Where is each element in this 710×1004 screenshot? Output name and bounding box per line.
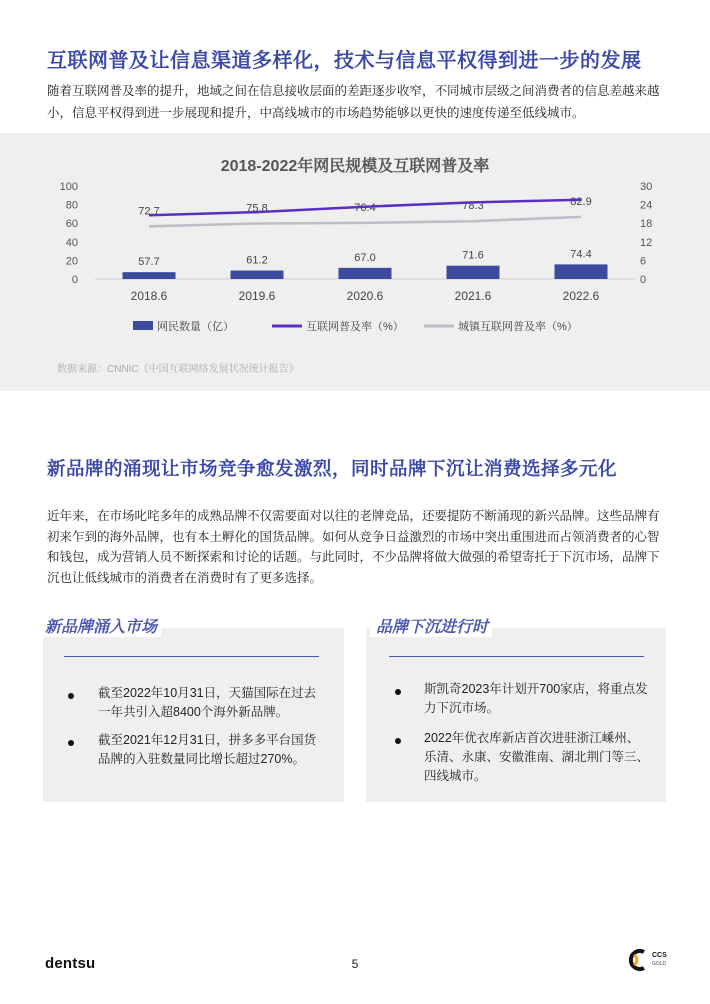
y-right-tick-label: 0 bbox=[640, 274, 647, 286]
card-new-brands bbox=[43, 619, 344, 802]
x-tick-label: 2018.6 bbox=[130, 289, 168, 303]
bar-value-label: 67.0 bbox=[354, 251, 376, 264]
y-left-tick-label: 60 bbox=[65, 218, 78, 231]
y-right-tick-label: 18 bbox=[640, 218, 653, 231]
legend-label: 城镇互联网普及率（%） bbox=[458, 321, 578, 333]
ccs-logo-text: CCS bbox=[652, 952, 667, 959]
card-title: 品牌下沉进行时 bbox=[370, 614, 492, 637]
x-tick-label: 2022.6 bbox=[562, 289, 600, 303]
y-left-tick-label: 20 bbox=[65, 255, 78, 268]
ccs-logo-icon bbox=[628, 948, 650, 972]
y-left-tick-label: 100 bbox=[59, 181, 78, 193]
x-tick-label: 2021.6 bbox=[454, 289, 492, 303]
chart-source: 数据来源：CNNIC《中国互联网络发展状况统计报告》 bbox=[57, 364, 299, 375]
card-divider bbox=[64, 656, 319, 657]
y-left-tick-label: 80 bbox=[65, 199, 78, 212]
x-tick-label: 2020.6 bbox=[346, 289, 384, 303]
bullet-dot bbox=[68, 693, 74, 699]
line-value-label: 78.3 bbox=[462, 200, 484, 213]
bar-value-label: 61.2 bbox=[246, 254, 268, 267]
bar-value-label: 57.7 bbox=[138, 256, 160, 269]
chart bbox=[0, 133, 710, 391]
y-right-tick-label: 6 bbox=[640, 255, 647, 268]
y-left-tick-label: 0 bbox=[71, 274, 78, 286]
bar-value-label: 71.6 bbox=[462, 249, 484, 262]
card-brand-sinking bbox=[366, 619, 666, 802]
y-right-tick-label: 12 bbox=[640, 236, 653, 249]
bar bbox=[447, 266, 500, 279]
card-item: 截至2021年12月31日，拼多多平台国货品牌的入驻数量同比增长超过270%。 bbox=[98, 733, 317, 766]
dentsu-logo: dentsu bbox=[45, 955, 96, 972]
bar bbox=[231, 271, 284, 279]
y-right-tick-label: 30 bbox=[640, 181, 653, 193]
bullet-dot bbox=[395, 738, 401, 744]
bullet-dot bbox=[395, 689, 401, 695]
chart-title: 2018-2022年网民规模及互联网普及率 bbox=[220, 158, 490, 175]
legend-label: 网民数量（亿） bbox=[157, 321, 234, 333]
y-right-tick-label: 24 bbox=[640, 199, 653, 212]
line-value-label: 72.7 bbox=[138, 205, 160, 218]
legend-label: 互联网普及率（%） bbox=[306, 321, 404, 333]
page-number: 5 bbox=[351, 957, 359, 971]
line-value-label: 82.9 bbox=[570, 195, 592, 208]
card-divider bbox=[389, 656, 644, 657]
card-item: 斯凯奇2023年计划开700家店，将重点发力下沉市场。 bbox=[424, 682, 648, 715]
bar bbox=[555, 264, 608, 279]
line-value-label: 75.8 bbox=[246, 202, 268, 215]
card-item: 截至2022年10月31日，天猫国际在过去一年共引入超8400个海外新品牌。 bbox=[98, 686, 317, 719]
bar bbox=[339, 268, 392, 279]
section2-title: 新品牌的涌现让市场竞争愈发激烈，同时品牌下沉让消费选择多元化 bbox=[47, 458, 618, 479]
ccs-logo-subtext: GOLD bbox=[652, 961, 667, 967]
y-left-tick-label: 40 bbox=[65, 236, 78, 249]
x-tick-label: 2019.6 bbox=[238, 289, 276, 303]
series-line-urban-penetration bbox=[149, 217, 581, 227]
section1-title: 互联网普及让信息渠道多样化，技术与信息平权得到进一步的发展 bbox=[47, 50, 642, 72]
section2-paragraph: 近年来，在市场叱咤多年的成熟品牌不仅需要面对以往的老牌竞品，还要提防不断涌现的新兴品牌。这些品牌有初来乍到的海外品牌，也有本土孵化的国货品牌。如何从竞争日益激烈的市场中突出重围进而占领消费者的心智和钱包，成为营销人员不断探索和讨论的话题。与此同时，不少品牌将做大做强的希望寄托于下沉市场，品牌下沉也让低线城市的消费者在消费时有了更多选择。 bbox=[47, 509, 660, 585]
section1-paragraph: 随着互联网普及率的提升，地域之间在信息接收层面的差距逐步收窄，不同城市层级之间消费者的信息差越来越小，信息平权得到进一步展现和提升，中高线城市的市场趋势能够以更快的速度传递至低线城市。 bbox=[47, 84, 660, 120]
line-value-label: 76.4 bbox=[354, 201, 376, 214]
legend-swatch-bar bbox=[133, 321, 153, 330]
card-item: 2022年优衣库新店首次进驻浙江嵊州、乐清、永康、安徽淮南、湖北荆门等三、四线城市。 bbox=[424, 731, 650, 783]
bar-value-label: 74.4 bbox=[570, 248, 592, 261]
bullet-dot bbox=[68, 740, 74, 746]
card-title: 新品牌涌入市场 bbox=[39, 614, 161, 637]
bar bbox=[123, 272, 176, 279]
